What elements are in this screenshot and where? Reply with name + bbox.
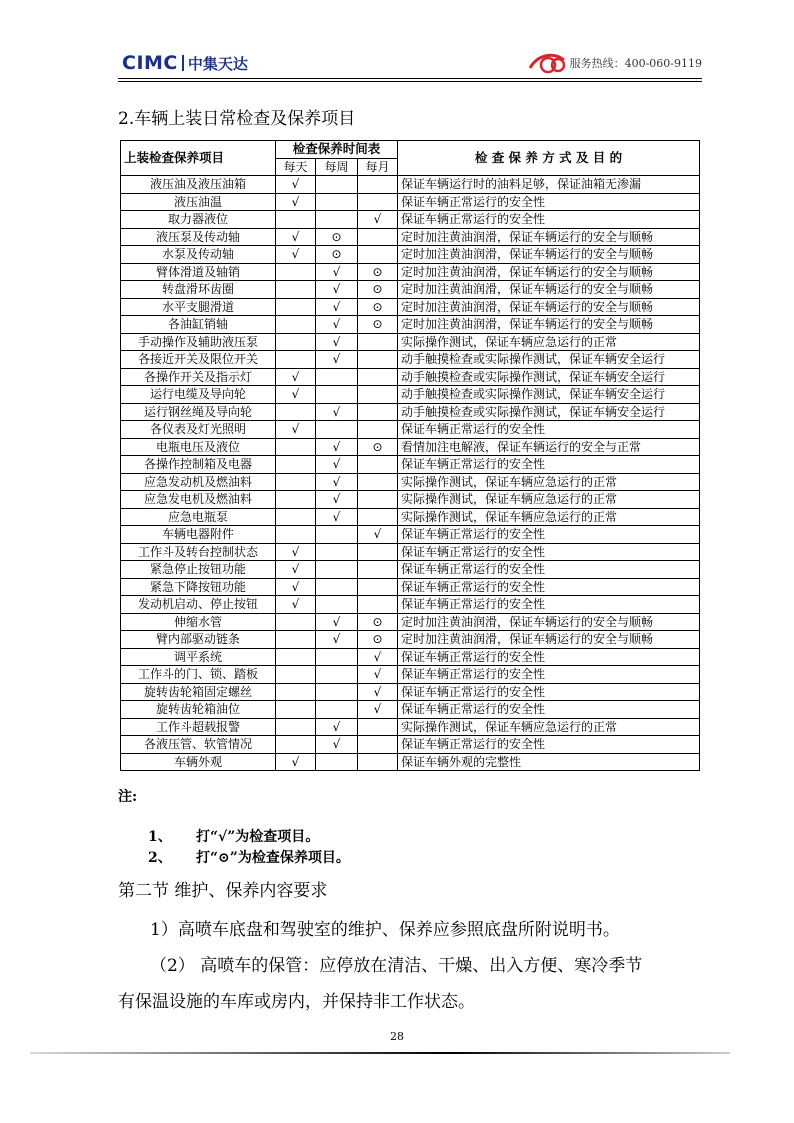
- row-daily-mark: √: [276, 193, 316, 211]
- row-item-name: 各仪表及灯光照明: [121, 421, 276, 439]
- sub-header-daily: 每天: [276, 158, 316, 176]
- table-row: [121, 386, 700, 404]
- row-monthly-mark: [358, 753, 398, 771]
- row-monthly-mark: [358, 351, 398, 369]
- row-description: 动手触摸检查或实际操作测试，保证车辆安全运行: [398, 386, 700, 404]
- row-description: 保证车辆正常运行的安全性: [398, 211, 700, 229]
- table-row: [121, 753, 700, 771]
- row-item-name: 臂内部驱动链条: [121, 631, 276, 649]
- row-description: 保证车辆正常运行的安全性: [398, 526, 700, 544]
- row-weekly-mark: [316, 701, 358, 719]
- hotline-swoosh-icon: [528, 52, 568, 74]
- row-monthly-mark: [358, 193, 398, 211]
- row-description: 保证车辆运行时的油料足够，保证油箱无渗漏: [398, 176, 700, 194]
- hotline-text: 服务热线：400-060-9119: [569, 57, 702, 70]
- row-monthly-mark: [358, 368, 398, 386]
- row-weekly-mark: [316, 193, 358, 211]
- row-monthly-mark: ⊙: [358, 281, 398, 299]
- row-item-name: 各液压管、软管情况: [121, 736, 276, 754]
- row-item-name: 运行电缆及导向轮: [121, 386, 276, 404]
- col-header-schedule: 检查保养时间表: [276, 141, 398, 159]
- table-row: [121, 718, 700, 736]
- row-daily-mark: √: [276, 246, 316, 264]
- row-daily-mark: [276, 333, 316, 351]
- row-weekly-mark: √: [316, 333, 358, 351]
- table-row: [121, 351, 700, 369]
- row-description: 定时加注黄油润滑，保证车辆运行的安全与顺畅: [398, 316, 700, 334]
- row-daily-mark: [276, 473, 316, 491]
- row-daily-mark: [276, 403, 316, 421]
- row-daily-mark: [276, 666, 316, 684]
- table-row: [121, 176, 700, 194]
- row-monthly-mark: ⊙: [358, 316, 398, 334]
- page-header: [122, 50, 702, 78]
- row-monthly-mark: [358, 473, 398, 491]
- note-number: 2、: [148, 850, 172, 866]
- row-description: 实际操作测试，保证车辆应急运行的正常: [398, 473, 700, 491]
- row-daily-mark: [276, 648, 316, 666]
- row-description: 保证车辆正常运行的安全性: [398, 578, 700, 596]
- row-description: 定时加注黄油润滑，保证车辆运行的安全与顺畅: [398, 298, 700, 316]
- table-body: [121, 176, 700, 771]
- table-row: [121, 491, 700, 509]
- row-daily-mark: [276, 701, 316, 719]
- row-weekly-mark: [316, 666, 358, 684]
- row-monthly-mark: [358, 386, 398, 404]
- row-item-name: 调平系统: [121, 648, 276, 666]
- row-daily-mark: [276, 281, 316, 299]
- row-item-name: 液压油及液压油箱: [121, 176, 276, 194]
- row-daily-mark: [276, 456, 316, 474]
- row-description: 保证车辆正常运行的安全性: [398, 543, 700, 561]
- table-row: [121, 543, 700, 561]
- row-monthly-mark: ⊙: [358, 263, 398, 281]
- row-item-name: 各油缸销轴: [121, 316, 276, 334]
- row-description: 动手触摸检查或实际操作测试，保证车辆安全运行: [398, 403, 700, 421]
- row-weekly-mark: √: [316, 631, 358, 649]
- row-item-name: 旋转齿轮箱固定螺丝: [121, 683, 276, 701]
- row-monthly-mark: [358, 578, 398, 596]
- row-description: 定时加注黄油润滑，保证车辆运行的安全与顺畅: [398, 246, 700, 264]
- row-description: 动手触摸检查或实际操作测试，保证车辆安全运行: [398, 351, 700, 369]
- row-item-name: 工作斗及转台控制状态: [121, 543, 276, 561]
- table-row: [121, 193, 700, 211]
- row-description: 实际操作测试，保证车辆应急运行的正常: [398, 333, 700, 351]
- row-description: 保证车辆正常运行的安全性: [398, 648, 700, 666]
- footer-rule: [30, 1052, 730, 1054]
- table-row: [121, 683, 700, 701]
- row-item-name: 液压油温: [121, 193, 276, 211]
- note-item: [148, 826, 319, 846]
- row-weekly-mark: [316, 368, 358, 386]
- row-daily-mark: √: [276, 578, 316, 596]
- page-number: 28: [390, 1030, 404, 1043]
- row-item-name: 紧急停止按钮功能: [121, 561, 276, 579]
- row-item-name: 工作斗超载报警: [121, 718, 276, 736]
- row-daily-mark: [276, 211, 316, 229]
- row-weekly-mark: [316, 596, 358, 614]
- table-row: [121, 281, 700, 299]
- table-row: [121, 508, 700, 526]
- row-monthly-mark: [358, 403, 398, 421]
- row-weekly-mark: [316, 753, 358, 771]
- table-row: [121, 246, 700, 264]
- row-weekly-mark: [316, 526, 358, 544]
- row-daily-mark: [276, 508, 316, 526]
- table-row: [121, 263, 700, 281]
- row-item-name: 臂体滑道及轴销: [121, 263, 276, 281]
- row-description: 实际操作测试，保证车辆应急运行的正常: [398, 491, 700, 509]
- row-item-name: 手动操作及辅助液压泵: [121, 333, 276, 351]
- row-weekly-mark: √: [316, 351, 358, 369]
- row-item-name: 工作斗的门、锁、踏板: [121, 666, 276, 684]
- row-item-name: 发动机启动、停止按钮: [121, 596, 276, 614]
- table-row: [121, 333, 700, 351]
- row-daily-mark: √: [276, 561, 316, 579]
- row-weekly-mark: [316, 683, 358, 701]
- table-row: [121, 456, 700, 474]
- row-weekly-mark: √: [316, 263, 358, 281]
- notes-label: 注:: [118, 789, 138, 805]
- row-item-name: 取力器液位: [121, 211, 276, 229]
- row-weekly-mark: √: [316, 281, 358, 299]
- table-row: [121, 631, 700, 649]
- logo-separator: [182, 55, 184, 71]
- row-description: 定时加注黄油润滑，保证车辆运行的安全与顺畅: [398, 631, 700, 649]
- row-daily-mark: [276, 298, 316, 316]
- row-item-name: 运行钢丝绳及导向轮: [121, 403, 276, 421]
- row-daily-mark: [276, 683, 316, 701]
- table-row: [121, 648, 700, 666]
- table-row: [121, 403, 700, 421]
- row-monthly-mark: √: [358, 701, 398, 719]
- row-monthly-mark: √: [358, 526, 398, 544]
- row-daily-mark: [276, 613, 316, 631]
- row-monthly-mark: ⊙: [358, 631, 398, 649]
- row-description: 定时加注黄油润滑，保证车辆运行的安全与顺畅: [398, 263, 700, 281]
- row-weekly-mark: [316, 421, 358, 439]
- row-weekly-mark: [316, 543, 358, 561]
- table-row: [121, 736, 700, 754]
- row-weekly-mark: ⊙: [316, 246, 358, 264]
- row-weekly-mark: ⊙: [316, 228, 358, 246]
- sub-header-weekly: 每周: [316, 158, 358, 176]
- row-daily-mark: √: [276, 596, 316, 614]
- table-row: [121, 666, 700, 684]
- row-monthly-mark: [358, 421, 398, 439]
- row-daily-mark: [276, 736, 316, 754]
- paragraph-2-line-2: 有保温设施的车库或房内，并保持非工作状态。: [118, 992, 475, 1012]
- paragraph-2-line-1: （2） 高喷车的保管：应停放在清洁、干燥、出入方便、寒冷季节: [150, 956, 643, 976]
- row-item-name: 液压泵及传动轴: [121, 228, 276, 246]
- logo-text: CIMC: [122, 52, 178, 74]
- row-weekly-mark: √: [316, 508, 358, 526]
- row-daily-mark: √: [276, 753, 316, 771]
- row-daily-mark: [276, 491, 316, 509]
- row-description: 定时加注黄油润滑，保证车辆运行的安全与顺畅: [398, 281, 700, 299]
- row-item-name: 伸缩水管: [121, 613, 276, 631]
- row-description: 保证车辆正常运行的安全性: [398, 701, 700, 719]
- row-description: 保证车辆正常运行的安全性: [398, 683, 700, 701]
- row-daily-mark: √: [276, 176, 316, 194]
- table-row: [121, 421, 700, 439]
- table-row: [121, 701, 700, 719]
- row-description: 实际操作测试，保证车辆应急运行的正常: [398, 508, 700, 526]
- row-description: 看情加注电解液，保证车辆运行的安全与正常: [398, 438, 700, 456]
- table-row: [121, 298, 700, 316]
- row-weekly-mark: [316, 561, 358, 579]
- row-monthly-mark: ⊙: [358, 298, 398, 316]
- row-item-name: 车辆电器附件: [121, 526, 276, 544]
- row-weekly-mark: [316, 176, 358, 194]
- row-monthly-mark: √: [358, 666, 398, 684]
- row-weekly-mark: [316, 386, 358, 404]
- row-weekly-mark: √: [316, 473, 358, 491]
- row-weekly-mark: √: [316, 403, 358, 421]
- service-hotline: [528, 52, 702, 74]
- table-row: [121, 211, 700, 229]
- row-description: 保证车辆正常运行的安全性: [398, 736, 700, 754]
- row-weekly-mark: √: [316, 613, 358, 631]
- row-description: 保证车辆正常运行的安全性: [398, 596, 700, 614]
- table-row: [121, 578, 700, 596]
- row-description: 保证车辆正常运行的安全性: [398, 421, 700, 439]
- col-header-desc: 检 查 保 养 方 式 及 目 的: [398, 141, 700, 176]
- paragraph-1: 1）高喷车底盘和驾驶室的维护、保养应参照底盘所附说明书。: [150, 920, 620, 940]
- row-weekly-mark: [316, 648, 358, 666]
- row-daily-mark: [276, 316, 316, 334]
- row-item-name: 转盘滑环齿圈: [121, 281, 276, 299]
- note-text: 打“√”为检查项目。: [196, 829, 320, 845]
- row-weekly-mark: √: [316, 438, 358, 456]
- row-daily-mark: √: [276, 421, 316, 439]
- row-weekly-mark: √: [316, 718, 358, 736]
- row-monthly-mark: [358, 508, 398, 526]
- row-daily-mark: [276, 526, 316, 544]
- row-item-name: 各操作开关及指示灯: [121, 368, 276, 386]
- row-monthly-mark: [358, 561, 398, 579]
- row-description: 保证车辆外观的完整性: [398, 753, 700, 771]
- table-row: [121, 473, 700, 491]
- row-weekly-mark: √: [316, 298, 358, 316]
- company-logo: [122, 50, 248, 76]
- table-row: [121, 561, 700, 579]
- row-weekly-mark: √: [316, 491, 358, 509]
- row-monthly-mark: [358, 456, 398, 474]
- row-description: 保证车辆正常运行的安全性: [398, 561, 700, 579]
- header-rule-thin: [118, 81, 702, 82]
- row-monthly-mark: [358, 736, 398, 754]
- row-item-name: 水泵及传动轴: [121, 246, 276, 264]
- maintenance-table: [120, 140, 700, 771]
- table-row: [121, 228, 700, 246]
- row-monthly-mark: √: [358, 683, 398, 701]
- row-item-name: 应急电瓶泵: [121, 508, 276, 526]
- row-daily-mark: [276, 718, 316, 736]
- row-monthly-mark: [358, 491, 398, 509]
- row-description: 保证车辆正常运行的安全性: [398, 666, 700, 684]
- row-monthly-mark: [358, 718, 398, 736]
- row-weekly-mark: [316, 211, 358, 229]
- row-monthly-mark: [358, 246, 398, 264]
- row-daily-mark: [276, 631, 316, 649]
- row-daily-mark: [276, 351, 316, 369]
- row-description: 实际操作测试，保证车辆应急运行的正常: [398, 718, 700, 736]
- row-daily-mark: √: [276, 386, 316, 404]
- row-description: 定时加注黄油润滑，保证车辆运行的安全与顺畅: [398, 613, 700, 631]
- table-row: [121, 316, 700, 334]
- row-item-name: 应急发动机及燃油料: [121, 473, 276, 491]
- table-row: [121, 613, 700, 631]
- row-monthly-mark: ⊙: [358, 438, 398, 456]
- note-item: [148, 847, 350, 867]
- row-monthly-mark: [358, 176, 398, 194]
- row-monthly-mark: √: [358, 648, 398, 666]
- row-item-name: 各操作控制箱及电器: [121, 456, 276, 474]
- note-number: 1、: [148, 829, 172, 845]
- row-monthly-mark: [358, 333, 398, 351]
- row-monthly-mark: ⊙: [358, 613, 398, 631]
- row-description: 保证车辆正常运行的安全性: [398, 193, 700, 211]
- row-item-name: 应急发电机及燃油料: [121, 491, 276, 509]
- row-description: 保证车辆正常运行的安全性: [398, 456, 700, 474]
- section-title: 2.车辆上装日常检查及保养项目: [118, 109, 356, 129]
- table-row: [121, 368, 700, 386]
- row-item-name: 紧急下降按钮功能: [121, 578, 276, 596]
- row-weekly-mark: √: [316, 736, 358, 754]
- table-row: [121, 438, 700, 456]
- col-header-item: 上装检查保养项目: [121, 141, 276, 176]
- section-heading: 第二节 维护、保养内容要求: [118, 881, 328, 901]
- logo-chinese-name: 中集天达: [187, 54, 248, 73]
- row-monthly-mark: √: [358, 211, 398, 229]
- row-item-name: 水平支腿滑道: [121, 298, 276, 316]
- row-daily-mark: √: [276, 368, 316, 386]
- row-daily-mark: [276, 438, 316, 456]
- row-weekly-mark: [316, 578, 358, 596]
- row-description: 动手触摸检查或实际操作测试，保证车辆安全运行: [398, 368, 700, 386]
- row-item-name: 车辆外观: [121, 753, 276, 771]
- sub-header-monthly: 每月: [358, 158, 398, 176]
- row-description: 定时加注黄油润滑，保证车辆运行的安全与顺畅: [398, 228, 700, 246]
- note-text: 打“⊙”为检查保养项目。: [196, 850, 350, 866]
- row-daily-mark: [276, 263, 316, 281]
- row-monthly-mark: [358, 596, 398, 614]
- row-monthly-mark: [358, 228, 398, 246]
- row-weekly-mark: √: [316, 456, 358, 474]
- table-row: [121, 596, 700, 614]
- row-weekly-mark: √: [316, 316, 358, 334]
- row-monthly-mark: [358, 543, 398, 561]
- header-rule: [118, 78, 702, 79]
- row-item-name: 电瓶电压及液位: [121, 438, 276, 456]
- row-daily-mark: √: [276, 228, 316, 246]
- row-item-name: 旋转齿轮箱油位: [121, 701, 276, 719]
- row-daily-mark: √: [276, 543, 316, 561]
- table-row: [121, 526, 700, 544]
- row-item-name: 各接近开关及限位开关: [121, 351, 276, 369]
